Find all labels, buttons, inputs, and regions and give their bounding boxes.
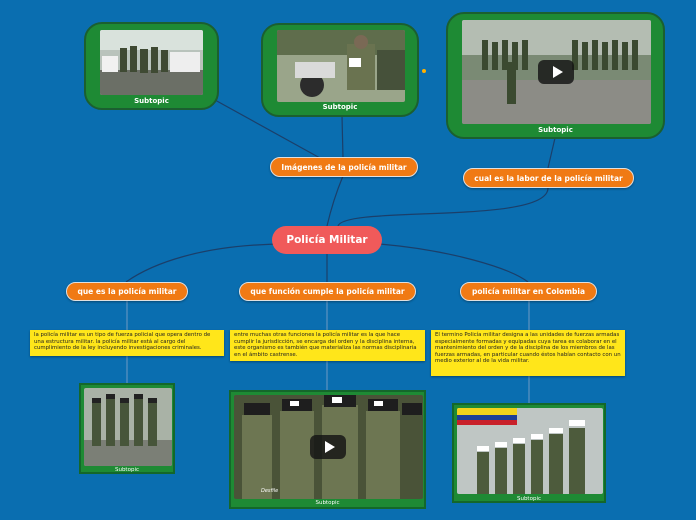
branch-labor[interactable]: cual es la labor de la policía militar bbox=[463, 168, 634, 188]
subtopic-image-card[interactable] bbox=[261, 23, 419, 117]
connector-labor-video bbox=[548, 138, 555, 168]
subtopic-label: Subtopic bbox=[322, 103, 358, 111]
military-police-motorbike-photo bbox=[277, 30, 405, 102]
connector-central-labor bbox=[338, 188, 548, 226]
subtopic-label: Subtopic bbox=[516, 496, 542, 502]
note-funcion: entre muchas otras funciones la policía militar es la que hace cumplir la jurisdicción, se encarga del orden y la disciplina interna, este organismo es también que materializa las normas disciplinaria en el ámbito castrense. bbox=[230, 330, 425, 361]
branch-imagenes[interactable]: Imágenes de la policía militar bbox=[270, 157, 418, 177]
note-colombia: El termino Policía militar designa a las unidades de fuerzas armadas especialmente formadas y equipadas cuya tarea es colaborar en el mantenimiento del orden y de la disciplina de los miembros de las fuerzas armadas, en particular cuando éstos habían contacto con un medio exterior al de la vida militar. bbox=[431, 330, 625, 376]
subtopic-label: Subtopic bbox=[315, 500, 340, 506]
soldiers-street-photo bbox=[100, 30, 203, 95]
subtopic-image-card[interactable] bbox=[79, 383, 175, 474]
branch-colombia[interactable]: policía militar en Colombia bbox=[460, 282, 597, 301]
colombian-military-parade-photo bbox=[457, 408, 603, 494]
subtopic-label: Subtopic bbox=[134, 97, 169, 105]
subtopic-video-card[interactable] bbox=[446, 12, 665, 139]
military-police-video-thumbnail[interactable] bbox=[234, 395, 423, 499]
parade-video-thumbnail[interactable] bbox=[462, 20, 651, 124]
subtopic-image-card[interactable] bbox=[452, 403, 606, 503]
connector-central-colombia bbox=[380, 244, 528, 282]
soldiers-march-photo bbox=[84, 388, 172, 466]
connector-central-imagenes bbox=[327, 176, 343, 226]
connector-imagenes-img2 bbox=[342, 116, 343, 158]
note-que-es: la policía militar es un tipo de fuerza policial que opera dentro de una estructura militar. la policía militar está al cargo del cumplimiento de la ley incluyendo investigaciones criminales. bbox=[30, 330, 224, 356]
central-topic[interactable]: Policía Militar bbox=[272, 226, 382, 254]
play-icon[interactable] bbox=[310, 435, 346, 459]
subtopic-label: Subtopic bbox=[114, 467, 140, 473]
video-watermark: Desfile bbox=[261, 488, 279, 494]
subtopic-image-card[interactable] bbox=[84, 22, 219, 110]
branch-que-es[interactable]: que es la policía militar bbox=[66, 282, 188, 301]
branch-funcion[interactable]: que función cumple la policía militar bbox=[239, 282, 416, 301]
subtopic-label: Subtopic bbox=[538, 126, 573, 134]
subtopic-video-card[interactable] bbox=[229, 390, 426, 509]
collapse-toggle-icon[interactable] bbox=[422, 69, 426, 73]
play-icon[interactable] bbox=[538, 60, 574, 84]
connector-central-que-es bbox=[126, 244, 288, 282]
